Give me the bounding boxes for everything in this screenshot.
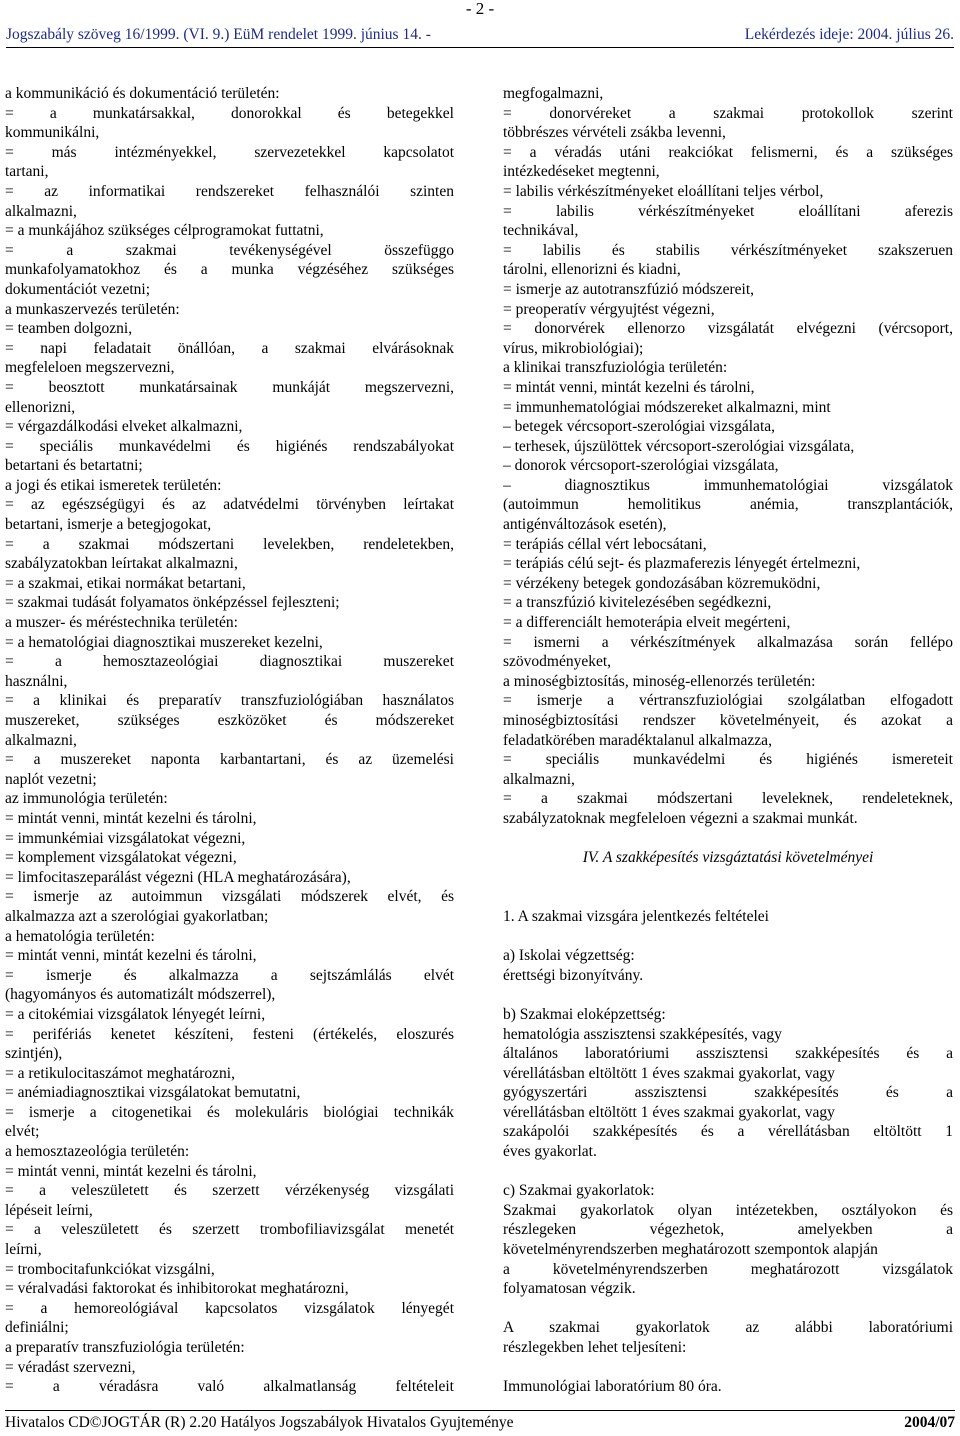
text-line: kommunikálni, bbox=[5, 124, 100, 142]
text-line: b) Szakmai eloképzettség: bbox=[503, 1005, 666, 1023]
text-line bbox=[503, 1299, 953, 1319]
text-line: = a hematológiai diagnosztikai muszereket kezelni, bbox=[5, 633, 323, 651]
text-line: = véralvadási faktorokat és inhibitorokat meghatározni, bbox=[5, 1280, 349, 1298]
page-number: - 2 - bbox=[465, 0, 495, 18]
footer-source: Hivatalos CD©JOGTÁR (R) 2.20 Hatályos Jogszabályok Hivatalos Gyujteménye bbox=[5, 1414, 514, 1431]
text-line: alkalmazni, bbox=[5, 202, 77, 220]
text-line: = a transzfúzió kivitelezésében segédkezni, bbox=[503, 594, 772, 612]
text-line: munkafolyamatokhoz és a munka végzéséhez szükséges bbox=[5, 261, 454, 279]
text-line: 1. A szakmai vizsgára jelentkezés feltételei bbox=[503, 907, 769, 925]
text-line: = ismerje és alkalmazza a sejtszámlálás elvét bbox=[5, 966, 454, 984]
text-line: = mintát venni, mintát kezelni és tárolni, bbox=[5, 1162, 257, 1180]
text-line: = ismerni a vérkészítmények alkalmazása során fellépo bbox=[503, 633, 953, 651]
text-line: a hemosztazeológia területén: bbox=[5, 1143, 190, 1161]
text-line: a) Iskolai végzettség: bbox=[503, 947, 635, 965]
text-line: a jogi és etikai ismeretek területén: bbox=[5, 476, 222, 494]
text-line: Szakmai gyakorlatok olyan intézetekben, osztályokon és bbox=[503, 1201, 953, 1219]
text-line: = a szakmai tevékenységével összefüggo bbox=[5, 241, 454, 259]
text-line: = a hemosztazeológiai diagnosztikai muszereket bbox=[5, 653, 454, 671]
text-line: (hagyományos és automatizált módszerrel), bbox=[5, 986, 276, 1004]
text-line bbox=[503, 1358, 953, 1378]
text-line: alkalmazni, bbox=[503, 770, 575, 788]
text-line: = a differenciált hemoterápia elveit megérteni, bbox=[503, 614, 791, 632]
text-line: muszereket, szükséges eszközöket és módszereket bbox=[5, 712, 454, 729]
text-line: = a veleszületett és szerzett trombofiliavizsgálat menetét bbox=[5, 1221, 454, 1239]
text-line: = komplement vizsgálatokat végezni, bbox=[5, 849, 237, 867]
text-line: folyamatosan végzik. bbox=[503, 1280, 636, 1298]
text-line: – betegek vércsoport-szerológiai vizsgálata, bbox=[503, 418, 775, 436]
text-line: a minoségbiztosítás, minoség-ellenorzés területén: bbox=[503, 672, 816, 690]
text-line: a preparatív transzfuziológia területén: bbox=[5, 1339, 245, 1356]
text-line: = a muszereket naponta karbantartani, és az üzemelési bbox=[5, 751, 454, 769]
text-line: a kommunikáció és dokumentáció területén: bbox=[5, 85, 280, 102]
text-line: gyógyszertári asszisztensi szakképesítés és a bbox=[503, 1084, 953, 1102]
text-line: feladatkörében maradéktalanul alkalmazza, bbox=[503, 731, 772, 749]
right-column bbox=[503, 84, 953, 1397]
text-line bbox=[503, 887, 953, 907]
text-line bbox=[503, 927, 953, 947]
text-line: – donorok vércsoport-szerológiai vizsgálata, bbox=[503, 457, 779, 475]
text-line: technikával, bbox=[503, 222, 579, 240]
text-line: vírus, mikrobiológiai); bbox=[503, 339, 644, 357]
text-line: – diagnosztikus immunhematológiai vizsgálatok bbox=[503, 476, 953, 494]
text-line: = beosztott munkatársainak munkáját megszervezni, bbox=[5, 378, 454, 396]
text-line: IV. A szakképesítés vizsgáztatási követelményei bbox=[582, 849, 874, 867]
text-line: az immunológia területén: bbox=[5, 790, 168, 808]
text-line: = a munkatársakkal, donorokkal és betegekkel bbox=[5, 104, 454, 122]
text-line: minoségbiztosítási rendszer követelményeit, és azokat a bbox=[503, 712, 953, 729]
text-line: = a retikulocitaszámot meghatározni, bbox=[5, 1064, 235, 1082]
text-line: = ismerje a citogenetikai és molekuláris biológiai technikák bbox=[5, 1103, 454, 1121]
text-line: = speciális munkavédelmi és higiénés rendszabályokat bbox=[5, 437, 454, 455]
text-line: = a véradásra való alkalmatlanság feltételeit bbox=[5, 1378, 454, 1396]
text-line: lépéseit leírni, bbox=[5, 1201, 93, 1219]
text-line: = más intézményekkel, szervezetekkel kapcsolatot bbox=[5, 143, 454, 161]
text-line: a klinikai transzfuziológia területén: bbox=[503, 359, 728, 377]
text-line: hematológia asszisztensi szakképesítés, vagy bbox=[503, 1025, 782, 1043]
text-line: = a véradás utáni reakciókat felismerni, és a szükséges bbox=[503, 143, 953, 161]
text-line: követelményrendszerben meghatározott szempontok alapján bbox=[503, 1241, 878, 1259]
text-line: = speciális munkavédelmi és higiénés ismereteit bbox=[503, 751, 953, 769]
text-line: = vérzékeny betegek gondozásában közremuködni, bbox=[503, 574, 821, 592]
text-line: = mintát venni, mintát kezelni és tárolni, bbox=[5, 947, 257, 965]
text-line: = labilis vérkészítményeket eloállítani teljes vérbol, bbox=[503, 182, 824, 200]
text-line: intézkedéseket megtenni, bbox=[503, 163, 660, 181]
footer-rule bbox=[5, 1410, 955, 1411]
header-query-date: Lekérdezés ideje: 2004. július 26. bbox=[744, 26, 954, 43]
text-line: = donorvérek ellenorzo vizsgálatát elvégezni (vércsoport, bbox=[503, 320, 953, 338]
footer-edition: 2004/07 bbox=[904, 1414, 955, 1431]
text-line: szabályzatoknak megfeleloen végezni a szakmai munkát. bbox=[503, 809, 858, 827]
text-line: c) Szakmai gyakorlatok: bbox=[503, 1182, 655, 1200]
left-column bbox=[5, 84, 454, 1397]
text-line: ellenorizni, bbox=[5, 398, 76, 416]
text-line: betartani, ismerje a betegjogokat, bbox=[5, 516, 212, 534]
text-line: alkalmazni, bbox=[5, 731, 77, 749]
text-line: = ismerje a vértranszfuziológiai szolgálatban elfogadott bbox=[503, 692, 953, 710]
text-line: = mintát venni, mintát kezelni és tárolni, bbox=[5, 809, 257, 827]
text-line: szakápolói szakképesítés és a vérellátásban eltöltött 1 bbox=[503, 1123, 953, 1141]
text-line: = ismerje az autoimmun vizsgálati módszerek elvét, és bbox=[5, 888, 454, 906]
text-line: = a klinikai és preparatív transzfuziológiában használatos bbox=[5, 692, 454, 710]
text-line: megfeleloen megszervezni, bbox=[5, 359, 175, 377]
text-line: használni, bbox=[5, 672, 68, 690]
text-line: = az egészségügyi és az adatvédelmi törvényben leírtakat bbox=[5, 496, 454, 514]
text-line: – terhesek, újszülöttek vércsoport-szerológiai vizsgálata, bbox=[503, 437, 855, 455]
text-line: = a hemoreológiával kapcsolatos vizsgálatok lényegét bbox=[5, 1299, 454, 1317]
text-line: = donorvéreket a szakmai protokollok szerint bbox=[503, 104, 953, 122]
text-line: = perifériás kenetet készíteni, festeni (értékelés, eloszurés bbox=[5, 1025, 454, 1043]
text-line bbox=[503, 1162, 953, 1182]
text-line: elvét; bbox=[5, 1123, 40, 1141]
text-line: naplót vezetni; bbox=[5, 770, 97, 788]
text-line: a követelményrendszerben meghatározott vizsgálatok bbox=[503, 1260, 953, 1278]
text-line: általános laboratóriumi asszisztensi szakképesítés és a bbox=[503, 1045, 953, 1063]
document-footer bbox=[5, 1414, 955, 1432]
text-line: = labilis és stabilis vérkészítményeket szakszeruen bbox=[503, 241, 953, 259]
text-line: = az informatikai rendszereket felhasználói szinten bbox=[5, 182, 454, 200]
text-line bbox=[503, 868, 953, 888]
text-line: = labilis vérkészítményeket eloállítani aferezis bbox=[503, 202, 953, 220]
text-line: megfogalmazni, bbox=[503, 85, 604, 102]
text-line: (autoimmun hemolitikus anémia, transzplantációk, bbox=[503, 496, 953, 514]
text-line: tartani, bbox=[5, 163, 49, 181]
text-line: a muszer- és méréstechnika területén: bbox=[5, 614, 238, 632]
text-line: = szakmai tudását folyamatos önképzéssel fejleszteni; bbox=[5, 594, 340, 612]
text-line: definiálni; bbox=[5, 1319, 69, 1337]
text-line: = vérgazdálkodási elveket alkalmazni, bbox=[5, 418, 243, 436]
text-line: = ismerje az autotranszfúzió módszereit, bbox=[503, 280, 755, 298]
text-line bbox=[503, 985, 953, 1005]
text-line: = preoperatív vérgyujtést végezni, bbox=[503, 300, 715, 318]
text-line: A szakmai gyakorlatok az alábbi laboratóriumi bbox=[503, 1319, 953, 1337]
text-line: = a citokémiai vizsgálatok lényegét leírni, bbox=[5, 1005, 266, 1023]
text-line: részlegekben lehet teljesíteni: bbox=[503, 1339, 687, 1356]
text-line: betartani és betartatni; bbox=[5, 457, 143, 475]
text-line: szabályzatokban leírtakat alkalmazni, bbox=[5, 555, 238, 573]
text-line: = immunkémiai vizsgálatokat végezni, bbox=[5, 829, 246, 847]
text-line: Immunológiai laboratórium 80 óra. bbox=[503, 1378, 722, 1396]
text-line: = anémiadiagnosztikai vizsgálatokat bemutatni, bbox=[5, 1084, 301, 1102]
text-line: leírni, bbox=[5, 1241, 42, 1259]
text-line: antigénváltozások esetén), bbox=[503, 516, 667, 534]
header-rule bbox=[6, 47, 954, 48]
text-line: a munkaszervezés területén: bbox=[5, 300, 180, 318]
text-line: = terápiás céllal vért lebocsátani, bbox=[503, 535, 707, 553]
text-line: részlegeken végezhetok, amelyekben a bbox=[503, 1221, 953, 1239]
text-line: szintjén), bbox=[5, 1045, 63, 1063]
text-line: = a szakmai, etikai normákat betartani, bbox=[5, 574, 246, 592]
text-line: tárolni, ellenorizni és kiadni, bbox=[503, 261, 681, 279]
header-source: Jogszabály szöveg 16/1999. (VI. 9.) EüM rendelet 1999. június 14. - bbox=[6, 26, 431, 43]
text-line: = teamben dolgozni, bbox=[5, 320, 133, 338]
text-line: = a szakmai módszertani leveleknek, rendeleteknek, bbox=[503, 790, 953, 808]
text-line: éves gyakorlat. bbox=[503, 1143, 597, 1161]
text-line: többrészes vérvételi zsákba levenni, bbox=[503, 124, 726, 142]
text-line: = a munkájához szükséges célprogramokat futtatni, bbox=[5, 222, 324, 240]
text-line bbox=[503, 829, 953, 849]
text-line: alkalmazza azt a szerológiai gyakorlatban; bbox=[5, 907, 269, 925]
text-line: dokumentációt vezetni; bbox=[5, 280, 151, 298]
text-line: = limfocitaszeparálást végezni (HLA meghatározására), bbox=[5, 868, 351, 886]
text-line: = a szakmai módszertani levelekben, rendeletekben, bbox=[5, 535, 454, 553]
text-line: vérellátásban eltöltött 1 éves szakmai gyakorlat, vagy bbox=[503, 1064, 835, 1082]
text-line: = trombocitafunkciókat vizsgálni, bbox=[5, 1260, 215, 1278]
text-line: szövodményeket, bbox=[503, 653, 612, 671]
text-line: = véradást szervezni, bbox=[5, 1358, 136, 1376]
text-line: = napi feladatait önállóan, a szakmai elvárásoknak bbox=[5, 339, 454, 357]
text-line: = terápiás célú sejt- és plazmaferezis lényegét értelmezni, bbox=[503, 555, 861, 573]
text-line: = mintát venni, mintát kezelni és tárolni, bbox=[503, 378, 755, 396]
text-line: a hematológia területén: bbox=[5, 927, 155, 945]
text-line: = a veleszületett és szerzett vérzékenység vizsgálati bbox=[5, 1182, 454, 1200]
text-line: = immunhematológiai módszereket alkalmazni, mint bbox=[503, 398, 831, 416]
text-line: érettségi bizonyítvány. bbox=[503, 966, 644, 984]
text-line: vérellátásban eltöltött 1 éves szakmai gyakorlat, vagy bbox=[503, 1103, 835, 1121]
